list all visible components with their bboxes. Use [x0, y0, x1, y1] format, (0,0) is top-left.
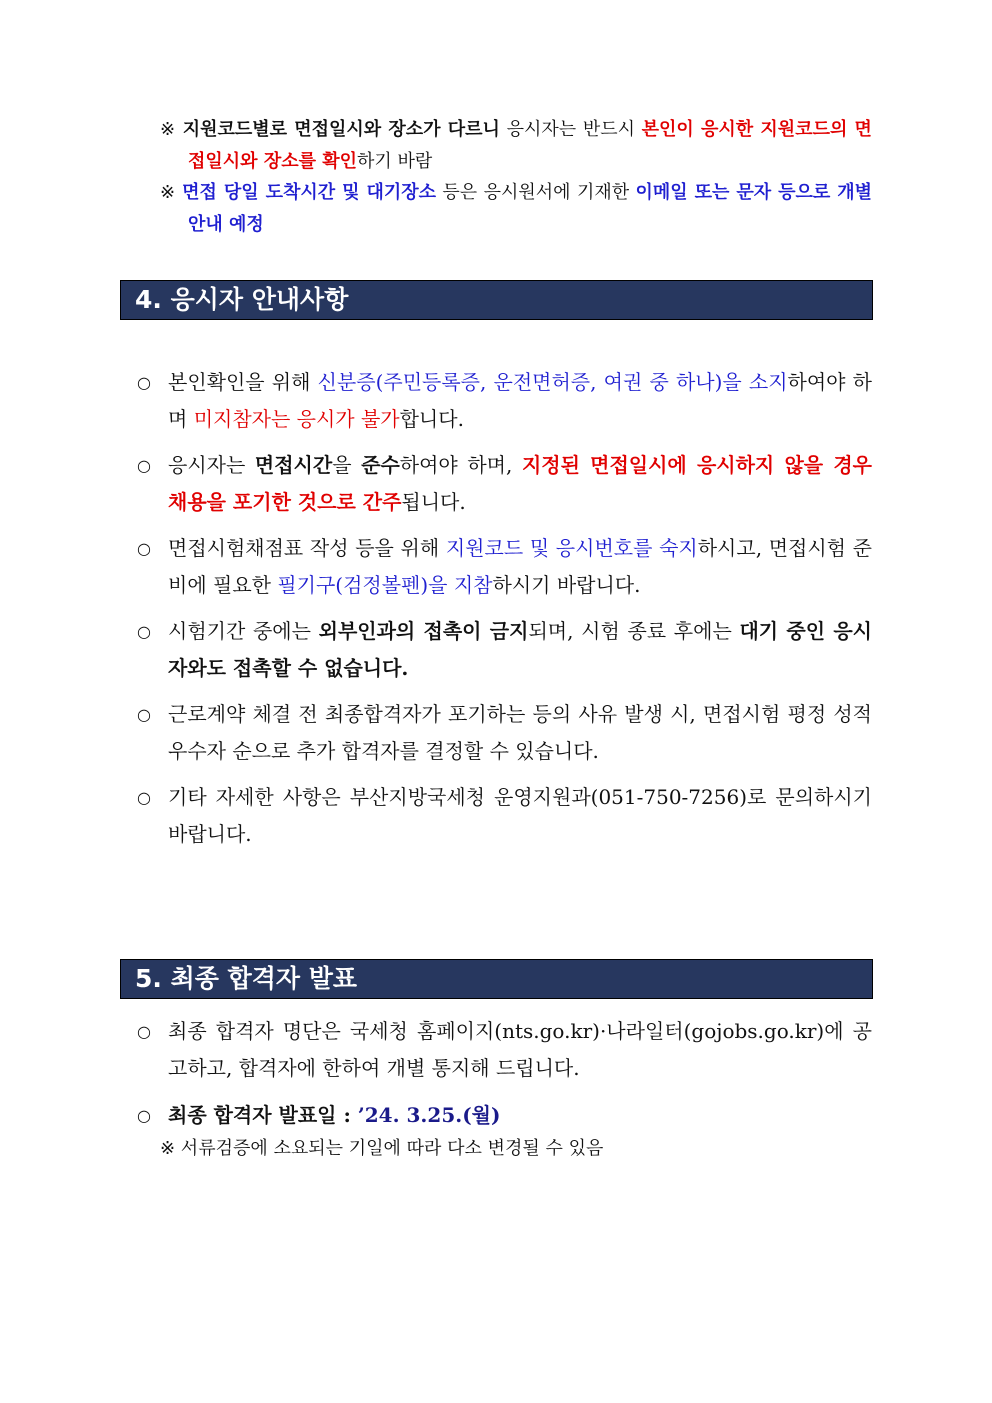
note-interview-schedule — [160, 114, 872, 178]
bullet-icon: ○ — [137, 1106, 151, 1125]
item-text: 하시고, 면접시험 준비에 필요한 — [168, 536, 872, 597]
item-bold: 대기 중인 응시자와도 접촉할 수 없습니다. — [168, 619, 872, 680]
list-item-id-check — [137, 364, 872, 438]
note-text: 등은 응시원서에 기재한 — [436, 182, 636, 203]
item-text: 을 — [332, 453, 362, 477]
list-item-announcement — [137, 1013, 872, 1087]
item-text: 최종 합격자 명단은 국세청 홈페이지(nts.go.kr)·나라일터(gojobs.go.kr)에 공고하고, 합격자에 한하여 개별 통지해 드립니다. — [168, 1019, 872, 1080]
item-text: 되며, 시험 종료 후에는 — [528, 619, 740, 643]
date-label: 최종 합격자 발표일 : — [168, 1103, 358, 1127]
note-bold-text: 면접 당일 도착시간 및 대기장소 — [182, 182, 437, 203]
bullet-icon: ○ — [137, 622, 151, 641]
note-emphasis-text: 이메일 또는 문자 등으로 개별 안내 예정 — [188, 182, 872, 235]
bullet-icon: ○ — [137, 1022, 151, 1041]
bullet-icon: ○ — [137, 456, 151, 475]
item-text: 시험기간 중에는 — [168, 619, 319, 643]
note-mark: ※ — [160, 182, 176, 203]
date-value: ’24. 3.25.(월) — [357, 1103, 501, 1127]
list-item-additional-pass — [137, 696, 872, 770]
list-item-interview-time — [137, 447, 872, 521]
section-5-header: 5. 최종 합격자 발표 — [120, 959, 873, 999]
item-bold: 준수 — [361, 453, 400, 477]
item-text: 하시기 바랍니다. — [492, 573, 641, 597]
item-emphasis: 지원코드 및 응시번호를 숙지 — [445, 536, 698, 560]
item-emphasis: 신분증(주민등록증, 운전면허증, 여권 중 하나)을 소지 — [317, 370, 788, 394]
item-text: 면접시험채점표 작성 등을 위해 — [168, 536, 446, 560]
item-bold: 면접시간 — [254, 453, 333, 477]
date-change-note: ※ 서류검증에 소요되는 기일에 따라 다소 변경될 수 있음 — [160, 1138, 604, 1159]
list-item-scoring-sheet — [137, 530, 872, 604]
bullet-icon: ○ — [137, 705, 151, 724]
note-text: 응시자는 반드시 — [499, 119, 642, 140]
item-text: 하여야 하며 — [168, 370, 873, 431]
list-item-announcement-date — [137, 1097, 872, 1134]
note-bold-text: 지원코드별로 면접일시와 장소가 다르니 — [182, 119, 500, 140]
list-item-contact-ban — [137, 613, 872, 687]
item-text: 기타 자세한 사항은 부산지방국세청 운영지원과(051-750-7256)로 문의하시기 바랍니다. — [168, 785, 872, 846]
item-text: 본인확인을 위해 — [168, 370, 318, 394]
bullet-icon: ○ — [137, 788, 151, 807]
bullet-icon: ○ — [137, 539, 151, 558]
item-emphasis: 미지참자는 응시가 불가 — [193, 407, 400, 431]
note-emphasis-text: 본인이 응시한 지원코드의 면접일시와 장소를 확인 — [188, 119, 872, 172]
note-arrival-info — [160, 177, 872, 241]
note-text: 하기 바람 — [357, 151, 433, 172]
item-text: 합니다. — [399, 407, 464, 431]
item-text: 응시자는 — [168, 453, 255, 477]
bullet-icon: ○ — [137, 373, 151, 392]
note-mark: ※ — [160, 119, 177, 140]
item-text: 근로계약 체결 전 최종합격자가 포기하는 등의 사유 발생 시, 면접시험 평정 성적 우수자 순으로 추가 합격자를 결정할 수 있습니다. — [168, 702, 872, 763]
item-text: 됩니다. — [401, 490, 466, 514]
item-bold: 외부인과의 접촉이 금지 — [318, 619, 529, 643]
section-4-header: 4. 응시자 안내사항 — [120, 280, 873, 320]
list-item-inquiry — [137, 779, 872, 853]
item-emphasis: 필기구(검정볼펜)을 지참 — [277, 573, 493, 597]
item-text: 하여야 하며, — [399, 453, 522, 477]
item-emphasis: 지정된 면접일시에 응시하지 않을 경우 채용을 포기한 것으로 간주 — [168, 453, 872, 514]
